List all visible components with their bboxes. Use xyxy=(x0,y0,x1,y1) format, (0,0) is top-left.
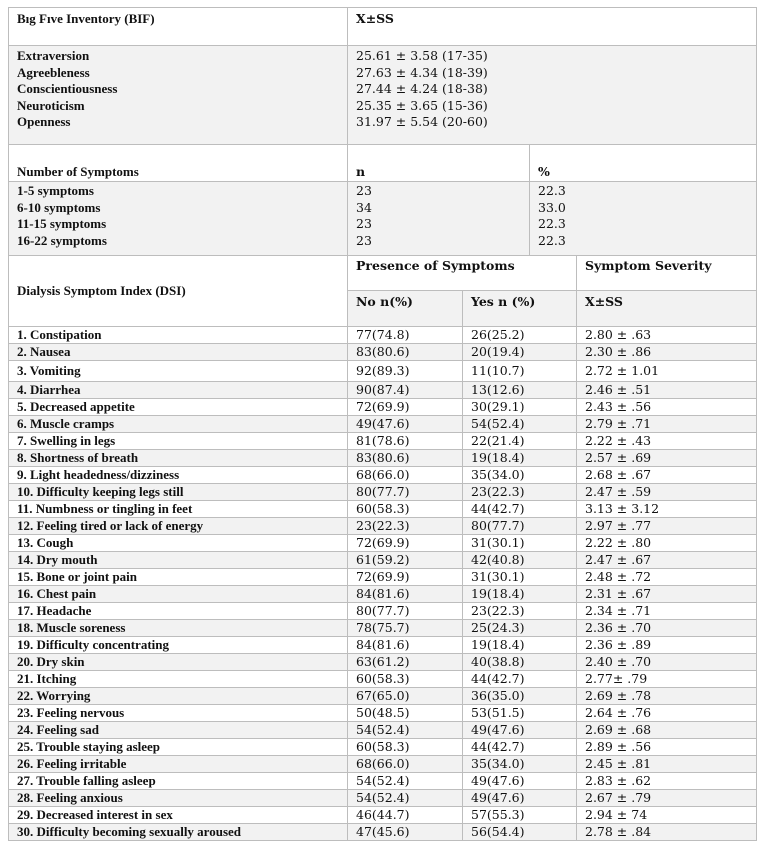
dsi-symptom-label: 9. Light headedness/dizziness xyxy=(9,467,348,484)
bif-value: 27.63 ± 4.34 (18-39) xyxy=(356,64,488,80)
dsi-severity-value: 2.46 ± .51 xyxy=(577,382,757,399)
dsi-row xyxy=(9,739,757,756)
dsi-no-value: 68(66.0) xyxy=(348,756,463,773)
symptom-count-pct-values xyxy=(530,182,757,256)
dsi-no-value: 54(52.4) xyxy=(348,773,463,790)
dsi-severity-value: 2.69 ± .78 xyxy=(577,688,757,705)
dsi-yes-value: 11(10.7) xyxy=(463,361,577,382)
dsi-symptom-label: 15. Bone or joint pain xyxy=(9,569,348,586)
dsi-severity-value: 3.13 ± 3.12 xyxy=(577,501,757,518)
dsi-yes-value: 54(52.4) xyxy=(463,416,577,433)
dsi-severity-value: 2.78 ± .84 xyxy=(577,824,757,841)
dsi-row xyxy=(9,382,757,399)
dsi-row xyxy=(9,569,757,586)
dsi-symptom-label: 25. Trouble staying asleep xyxy=(9,739,348,756)
symptom-count-labels xyxy=(9,182,348,256)
dsi-no-value: 60(58.3) xyxy=(348,739,463,756)
results-table xyxy=(8,7,757,841)
dsi-row xyxy=(9,344,757,361)
symptom-count-n: 23 xyxy=(356,232,372,248)
dsi-no-value: 67(65.0) xyxy=(348,688,463,705)
dsi-no-value: 80(77.7) xyxy=(348,484,463,501)
dsi-severity-value: 2.45 ± .81 xyxy=(577,756,757,773)
dsi-severity-value: 2.36 ± .89 xyxy=(577,637,757,654)
dsi-row xyxy=(9,416,757,433)
dsi-severity-value: 2.80 ± .63 xyxy=(577,327,757,344)
dsi-yes-value: 23(22.3) xyxy=(463,603,577,620)
dsi-no-value: 61(59.2) xyxy=(348,552,463,569)
dsi-header-label: Dialysis Symptom Index (DSI) xyxy=(9,256,348,327)
dsi-yes-value: 40(38.8) xyxy=(463,654,577,671)
dsi-symptom-label: 6. Muscle cramps xyxy=(9,416,348,433)
dsi-symptom-label: 10. Difficulty keeping legs still xyxy=(9,484,348,501)
dsi-no-value: 68(66.0) xyxy=(348,467,463,484)
dsi-row xyxy=(9,824,757,841)
dsi-severity-value: 2.97 ± .77 xyxy=(577,518,757,535)
dsi-severity-value: 2.94 ± 74 xyxy=(577,807,757,824)
bif-label: Agreebleness xyxy=(17,64,90,80)
dsi-no-value: 72(69.9) xyxy=(348,569,463,586)
dsi-no-value: 83(80.6) xyxy=(348,344,463,361)
dsi-severity-value: 2.22 ± .80 xyxy=(577,535,757,552)
dsi-severity-value: 2.64 ± .76 xyxy=(577,705,757,722)
dsi-row xyxy=(9,807,757,824)
dsi-row xyxy=(9,484,757,501)
dsi-row xyxy=(9,790,757,807)
dsi-yes-value: 19(18.4) xyxy=(463,450,577,467)
dsi-symptom-label: 2. Nausea xyxy=(9,344,348,361)
dsi-symptom-label: 8. Shortness of breath xyxy=(9,450,348,467)
dsi-severity-value: 2.36 ± .70 xyxy=(577,620,757,637)
dsi-yes-value: 19(18.4) xyxy=(463,586,577,603)
dsi-symptom-label: 30. Difficulty becoming sexually aroused xyxy=(9,824,348,841)
dsi-row xyxy=(9,518,757,535)
symptom-count-header-pct: % xyxy=(530,145,757,182)
dsi-yes-value: 42(40.8) xyxy=(463,552,577,569)
symptom-count-n-values xyxy=(348,182,530,256)
dsi-severity-value: 2.43 ± .56 xyxy=(577,399,757,416)
symptom-count-pct: 22.3 xyxy=(538,216,566,231)
dsi-symptom-label: 14. Dry mouth xyxy=(9,552,348,569)
dsi-symptom-label: 21. Itching xyxy=(9,671,348,688)
dsi-symptom-label: 12. Feeling tired or lack of energy xyxy=(9,518,348,535)
dsi-symptom-label: 19. Difficulty concentrating xyxy=(9,637,348,654)
dsi-symptom-label: 18. Muscle soreness xyxy=(9,620,348,637)
dsi-row xyxy=(9,756,757,773)
dsi-severity-value: 2.40 ± .70 xyxy=(577,654,757,671)
dsi-yes-value: 31(30.1) xyxy=(463,569,577,586)
symptom-count-label: 1-5 symptoms xyxy=(17,183,94,198)
dsi-row xyxy=(9,586,757,603)
dsi-severity-value: 2.69 ± .68 xyxy=(577,722,757,739)
dsi-row xyxy=(9,433,757,450)
dsi-no-value: 92(89.3) xyxy=(348,361,463,382)
symptom-count-label: 11-15 symptoms xyxy=(17,216,107,231)
dsi-severity-subheader: X±SS xyxy=(577,291,757,327)
dsi-row xyxy=(9,467,757,484)
dsi-row xyxy=(9,722,757,739)
dsi-no-value: 50(48.5) xyxy=(348,705,463,722)
dsi-symptom-label: 5. Decreased appetite xyxy=(9,399,348,416)
dsi-severity-value: 2.83 ± .62 xyxy=(577,773,757,790)
dsi-severity-value: 2.77± .79 xyxy=(577,671,757,688)
dsi-row xyxy=(9,654,757,671)
bif-label: Conscientiousness xyxy=(17,81,118,96)
dsi-no-value: 84(81.6) xyxy=(348,637,463,654)
bif-value: 31.97 ± 5.54 (20-60) xyxy=(356,114,488,129)
symptom-count-header-n: n xyxy=(348,145,530,182)
bif-value: 25.61 ± 3.58 (17-35) xyxy=(356,48,488,63)
dsi-severity-value: 2.47 ± .67 xyxy=(577,552,757,569)
dsi-yes-value: 25(24.3) xyxy=(463,620,577,637)
dsi-symptom-label: 11. Numbness or tingling in feet xyxy=(9,501,348,518)
dsi-yes-value: 44(42.7) xyxy=(463,671,577,688)
dsi-yes-value: 26(25.2) xyxy=(463,327,577,344)
dsi-no-value: 54(52.4) xyxy=(348,790,463,807)
dsi-yes-value: 44(42.7) xyxy=(463,739,577,756)
dsi-yes-value: 35(34.0) xyxy=(463,756,577,773)
dsi-yes-value: 20(19.4) xyxy=(463,344,577,361)
symptom-count-label: 16-22 symptoms xyxy=(17,232,107,248)
dsi-yes-value: 49(47.6) xyxy=(463,773,577,790)
dsi-row xyxy=(9,450,757,467)
dsi-symptom-label: 1. Constipation xyxy=(9,327,348,344)
dsi-symptom-label: 29. Decreased interest in sex xyxy=(9,807,348,824)
dsi-row xyxy=(9,552,757,569)
symptom-count-header-label: Number of Symptoms xyxy=(9,145,348,182)
dsi-symptom-label: 26. Feeling irritable xyxy=(9,756,348,773)
dsi-symptom-label: 3. Vomiting xyxy=(9,361,348,382)
dsi-yes-value: 36(35.0) xyxy=(463,688,577,705)
dsi-no-value: 77(74.8) xyxy=(348,327,463,344)
dsi-row xyxy=(9,327,757,344)
dsi-yes-value: 30(29.1) xyxy=(463,399,577,416)
dsi-symptom-label: 22. Worrying xyxy=(9,688,348,705)
dsi-yes-value: 49(47.6) xyxy=(463,722,577,739)
dsi-symptom-label: 28. Feeling anxious xyxy=(9,790,348,807)
bif-header-label: Bıg Fıve Inventory (BIF) xyxy=(9,8,348,46)
dsi-yes-value: 22(21.4) xyxy=(463,433,577,450)
dsi-no-value: 72(69.9) xyxy=(348,399,463,416)
dsi-no-value: 46(44.7) xyxy=(348,807,463,824)
dsi-no-value: 90(87.4) xyxy=(348,382,463,399)
dsi-no-value: 60(58.3) xyxy=(348,501,463,518)
dsi-severity-value: 2.67 ± .79 xyxy=(577,790,757,807)
symptom-count-n: 23 xyxy=(356,216,372,231)
dsi-severity-header: Symptom Severity xyxy=(577,256,757,291)
dsi-severity-value: 2.79 ± .71 xyxy=(577,416,757,433)
dsi-no-value: 78(75.7) xyxy=(348,620,463,637)
dsi-severity-value: 2.68 ± .67 xyxy=(577,467,757,484)
dsi-symptom-label: 20. Dry skin xyxy=(9,654,348,671)
dsi-no-value: 54(52.4) xyxy=(348,722,463,739)
dsi-severity-value: 2.72 ± 1.01 xyxy=(577,361,757,382)
dsi-yes-value: 13(12.6) xyxy=(463,382,577,399)
dsi-severity-value: 2.31 ± .67 xyxy=(577,586,757,603)
bif-body-row xyxy=(9,46,757,145)
bif-header-value: X±SS xyxy=(348,8,757,46)
dsi-presence-header: Presence of Symptoms xyxy=(348,256,577,291)
symptom-count-n: 34 xyxy=(356,199,372,215)
dsi-symptom-label: 27. Trouble falling asleep xyxy=(9,773,348,790)
symptom-count-pct: 22.3 xyxy=(538,232,566,248)
symptom-count-n: 23 xyxy=(356,183,372,198)
dsi-yes-value: 56(54.4) xyxy=(463,824,577,841)
dsi-row xyxy=(9,399,757,416)
bif-header-row xyxy=(9,8,757,46)
dsi-symptom-label: 23. Feeling nervous xyxy=(9,705,348,722)
dsi-symptom-label: 4. Diarrhea xyxy=(9,382,348,399)
bif-value: 25.35 ± 3.65 (15-36) xyxy=(356,97,488,113)
dsi-no-value: 80(77.7) xyxy=(348,603,463,620)
dsi-yes-value: 23(22.3) xyxy=(463,484,577,501)
dsi-row xyxy=(9,688,757,705)
dsi-no-value: 49(47.6) xyxy=(348,416,463,433)
dsi-symptom-label: 7. Swelling in legs xyxy=(9,433,348,450)
dsi-yes-value: 19(18.4) xyxy=(463,637,577,654)
dsi-severity-value: 2.34 ± .71 xyxy=(577,603,757,620)
dsi-yes-value: 80(77.7) xyxy=(463,518,577,535)
symptom-count-body-row xyxy=(9,182,757,256)
dsi-no-header: No n(%) xyxy=(348,291,463,327)
bif-label: Neuroticism xyxy=(17,97,85,113)
dsi-severity-value: 2.22 ± .43 xyxy=(577,433,757,450)
symptom-count-label: 6-10 symptoms xyxy=(17,199,101,215)
dsi-row xyxy=(9,637,757,654)
bif-label: Openness xyxy=(17,114,71,129)
dsi-no-value: 81(78.6) xyxy=(348,433,463,450)
dsi-severity-value: 2.89 ± .56 xyxy=(577,739,757,756)
dsi-severity-value: 2.57 ± .69 xyxy=(577,450,757,467)
dsi-row xyxy=(9,361,757,382)
dsi-no-value: 63(61.2) xyxy=(348,654,463,671)
dsi-yes-value: 44(42.7) xyxy=(463,501,577,518)
dsi-row xyxy=(9,620,757,637)
dsi-symptom-label: 17. Headache xyxy=(9,603,348,620)
dsi-header-row xyxy=(9,256,757,291)
dsi-yes-header: Yes n (%) xyxy=(463,291,577,327)
dsi-yes-value: 31(30.1) xyxy=(463,535,577,552)
symptom-count-pct: 22.3 xyxy=(538,183,566,198)
dsi-row xyxy=(9,705,757,722)
dsi-row xyxy=(9,603,757,620)
dsi-no-value: 47(45.6) xyxy=(348,824,463,841)
dsi-row xyxy=(9,501,757,518)
dsi-severity-value: 2.30 ± .86 xyxy=(577,344,757,361)
bif-value: 27.44 ± 4.24 (18-38) xyxy=(356,81,488,96)
dsi-row xyxy=(9,773,757,790)
dsi-no-value: 60(58.3) xyxy=(348,671,463,688)
dsi-yes-value: 57(55.3) xyxy=(463,807,577,824)
dsi-yes-value: 49(47.6) xyxy=(463,790,577,807)
dsi-no-value: 84(81.6) xyxy=(348,586,463,603)
dsi-yes-value: 35(34.0) xyxy=(463,467,577,484)
symptom-count-pct: 33.0 xyxy=(538,199,566,215)
symptom-count-header-row xyxy=(9,145,757,182)
dsi-row xyxy=(9,671,757,688)
dsi-symptom-label: 24. Feeling sad xyxy=(9,722,348,739)
dsi-no-value: 72(69.9) xyxy=(348,535,463,552)
bif-values xyxy=(348,46,757,145)
dsi-symptom-label: 13. Cough xyxy=(9,535,348,552)
dsi-row xyxy=(9,535,757,552)
dsi-no-value: 83(80.6) xyxy=(348,450,463,467)
dsi-symptom-label: 16. Chest pain xyxy=(9,586,348,603)
dsi-yes-value: 53(51.5) xyxy=(463,705,577,722)
bif-label: Extraversion xyxy=(17,48,90,63)
dsi-no-value: 23(22.3) xyxy=(348,518,463,535)
bif-labels xyxy=(9,46,348,145)
dsi-severity-value: 2.48 ± .72 xyxy=(577,569,757,586)
dsi-severity-value: 2.47 ± .59 xyxy=(577,484,757,501)
